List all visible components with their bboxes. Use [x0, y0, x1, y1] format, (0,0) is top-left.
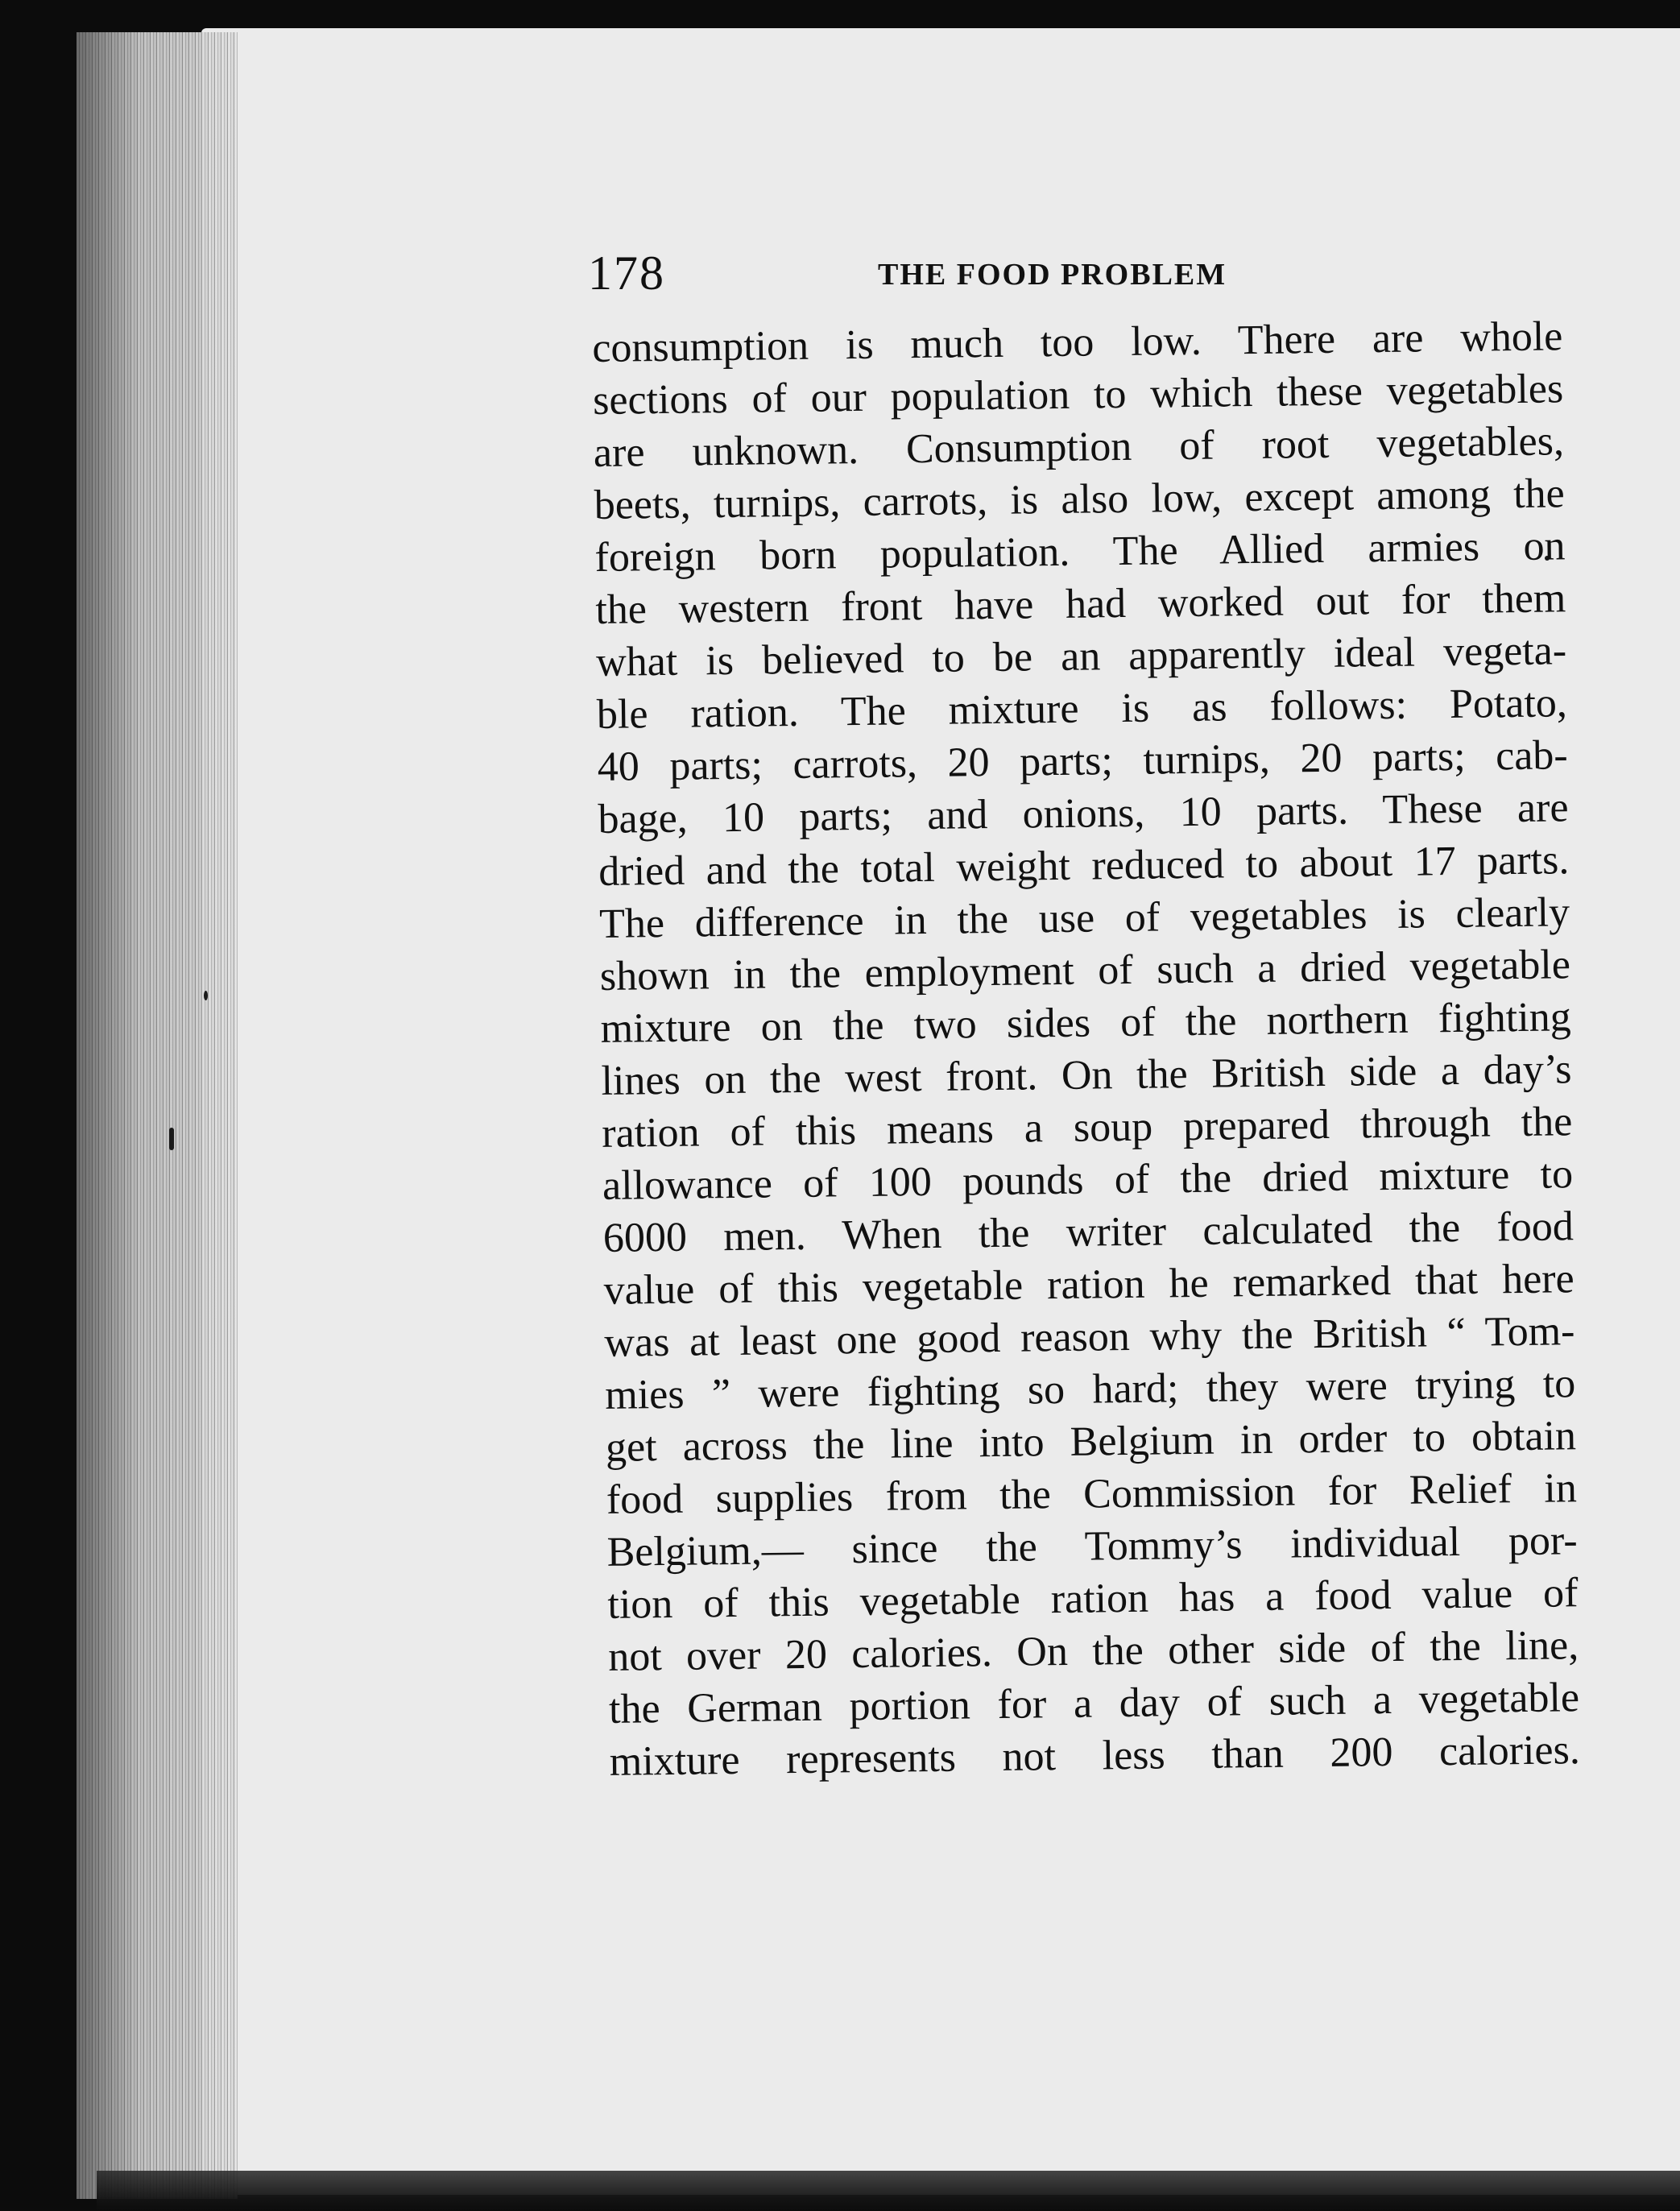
dust-speck — [204, 991, 208, 1000]
bottom-edge-shadow — [97, 2171, 1680, 2211]
dust-speck — [169, 1128, 174, 1150]
text-line: mies ” were fighting so hard; they were trying to — [604, 1360, 1576, 1418]
text-line: what is believed to be an apparently ideal vegeta- — [595, 627, 1567, 685]
text-line: value of this vegetable ration he remarked that here — [603, 1256, 1574, 1314]
running-title: THE FOOD PROBLEM — [878, 258, 1227, 292]
text-line: allowance of 100 pounds of the dried mixture to — [602, 1151, 1574, 1209]
text-line: consumption is much too low. There are whole — [592, 313, 1563, 371]
body-text — [592, 310, 1580, 1788]
text-line: lines on the west front. On the British side a day’s — [601, 1046, 1572, 1104]
text-line: shown in the employment of such a dried vegetable — [599, 942, 1571, 1000]
text-line: get across the line into Belgium in order to obtain — [605, 1413, 1577, 1471]
text-line: ble ration. The mixture is as follows: Potato, — [596, 680, 1568, 738]
text-line: tion of this vegetable ration has a food value of — [607, 1570, 1579, 1628]
text-line: mixture on the two sides of the northern fighting — [600, 994, 1571, 1052]
text-line: was at least one good reason why the British “ Tom- — [604, 1308, 1575, 1366]
text-line: The difference in the use of vegetables is clearly — [598, 889, 1570, 947]
text-line: 40 parts; carrots, 20 parts; turnips, 20 parts; cab- — [597, 732, 1569, 790]
page-number: 178 — [588, 246, 665, 300]
text-line: sections of our population to which these vegetables — [592, 366, 1564, 424]
text-line: mixture represents not less than 200 calories. — [609, 1727, 1581, 1785]
gutter-shadow — [77, 32, 238, 2199]
text-line: not over 20 calories. On the other side of the line, — [607, 1622, 1579, 1680]
text-line: the western front have had worked out for them — [595, 575, 1566, 633]
text-line: bage, 10 parts; and onions, 10 parts. These are — [598, 785, 1569, 843]
text-line: beets, turnips, carrots, is also low, except among the — [594, 470, 1566, 528]
text-line: Belgium,— since the Tommy’s individual por- — [606, 1517, 1578, 1575]
running-head — [588, 246, 1579, 310]
text-line: 6000 men. When the writer calculated the food — [602, 1203, 1574, 1261]
text-line: food supplies from the Commission for Relief in — [606, 1465, 1578, 1523]
text-line: the German portion for a day of such a vegetable — [608, 1675, 1580, 1733]
text-line: are unknown. Consumption of root vegetables, — [593, 418, 1565, 476]
text-line: ration of this means a soup prepared through the — [601, 1099, 1573, 1157]
text-line: dried and the total weight reduced to about 17 parts. — [598, 837, 1570, 895]
text-line: foreign born population. The Allied armies on — [594, 523, 1566, 581]
